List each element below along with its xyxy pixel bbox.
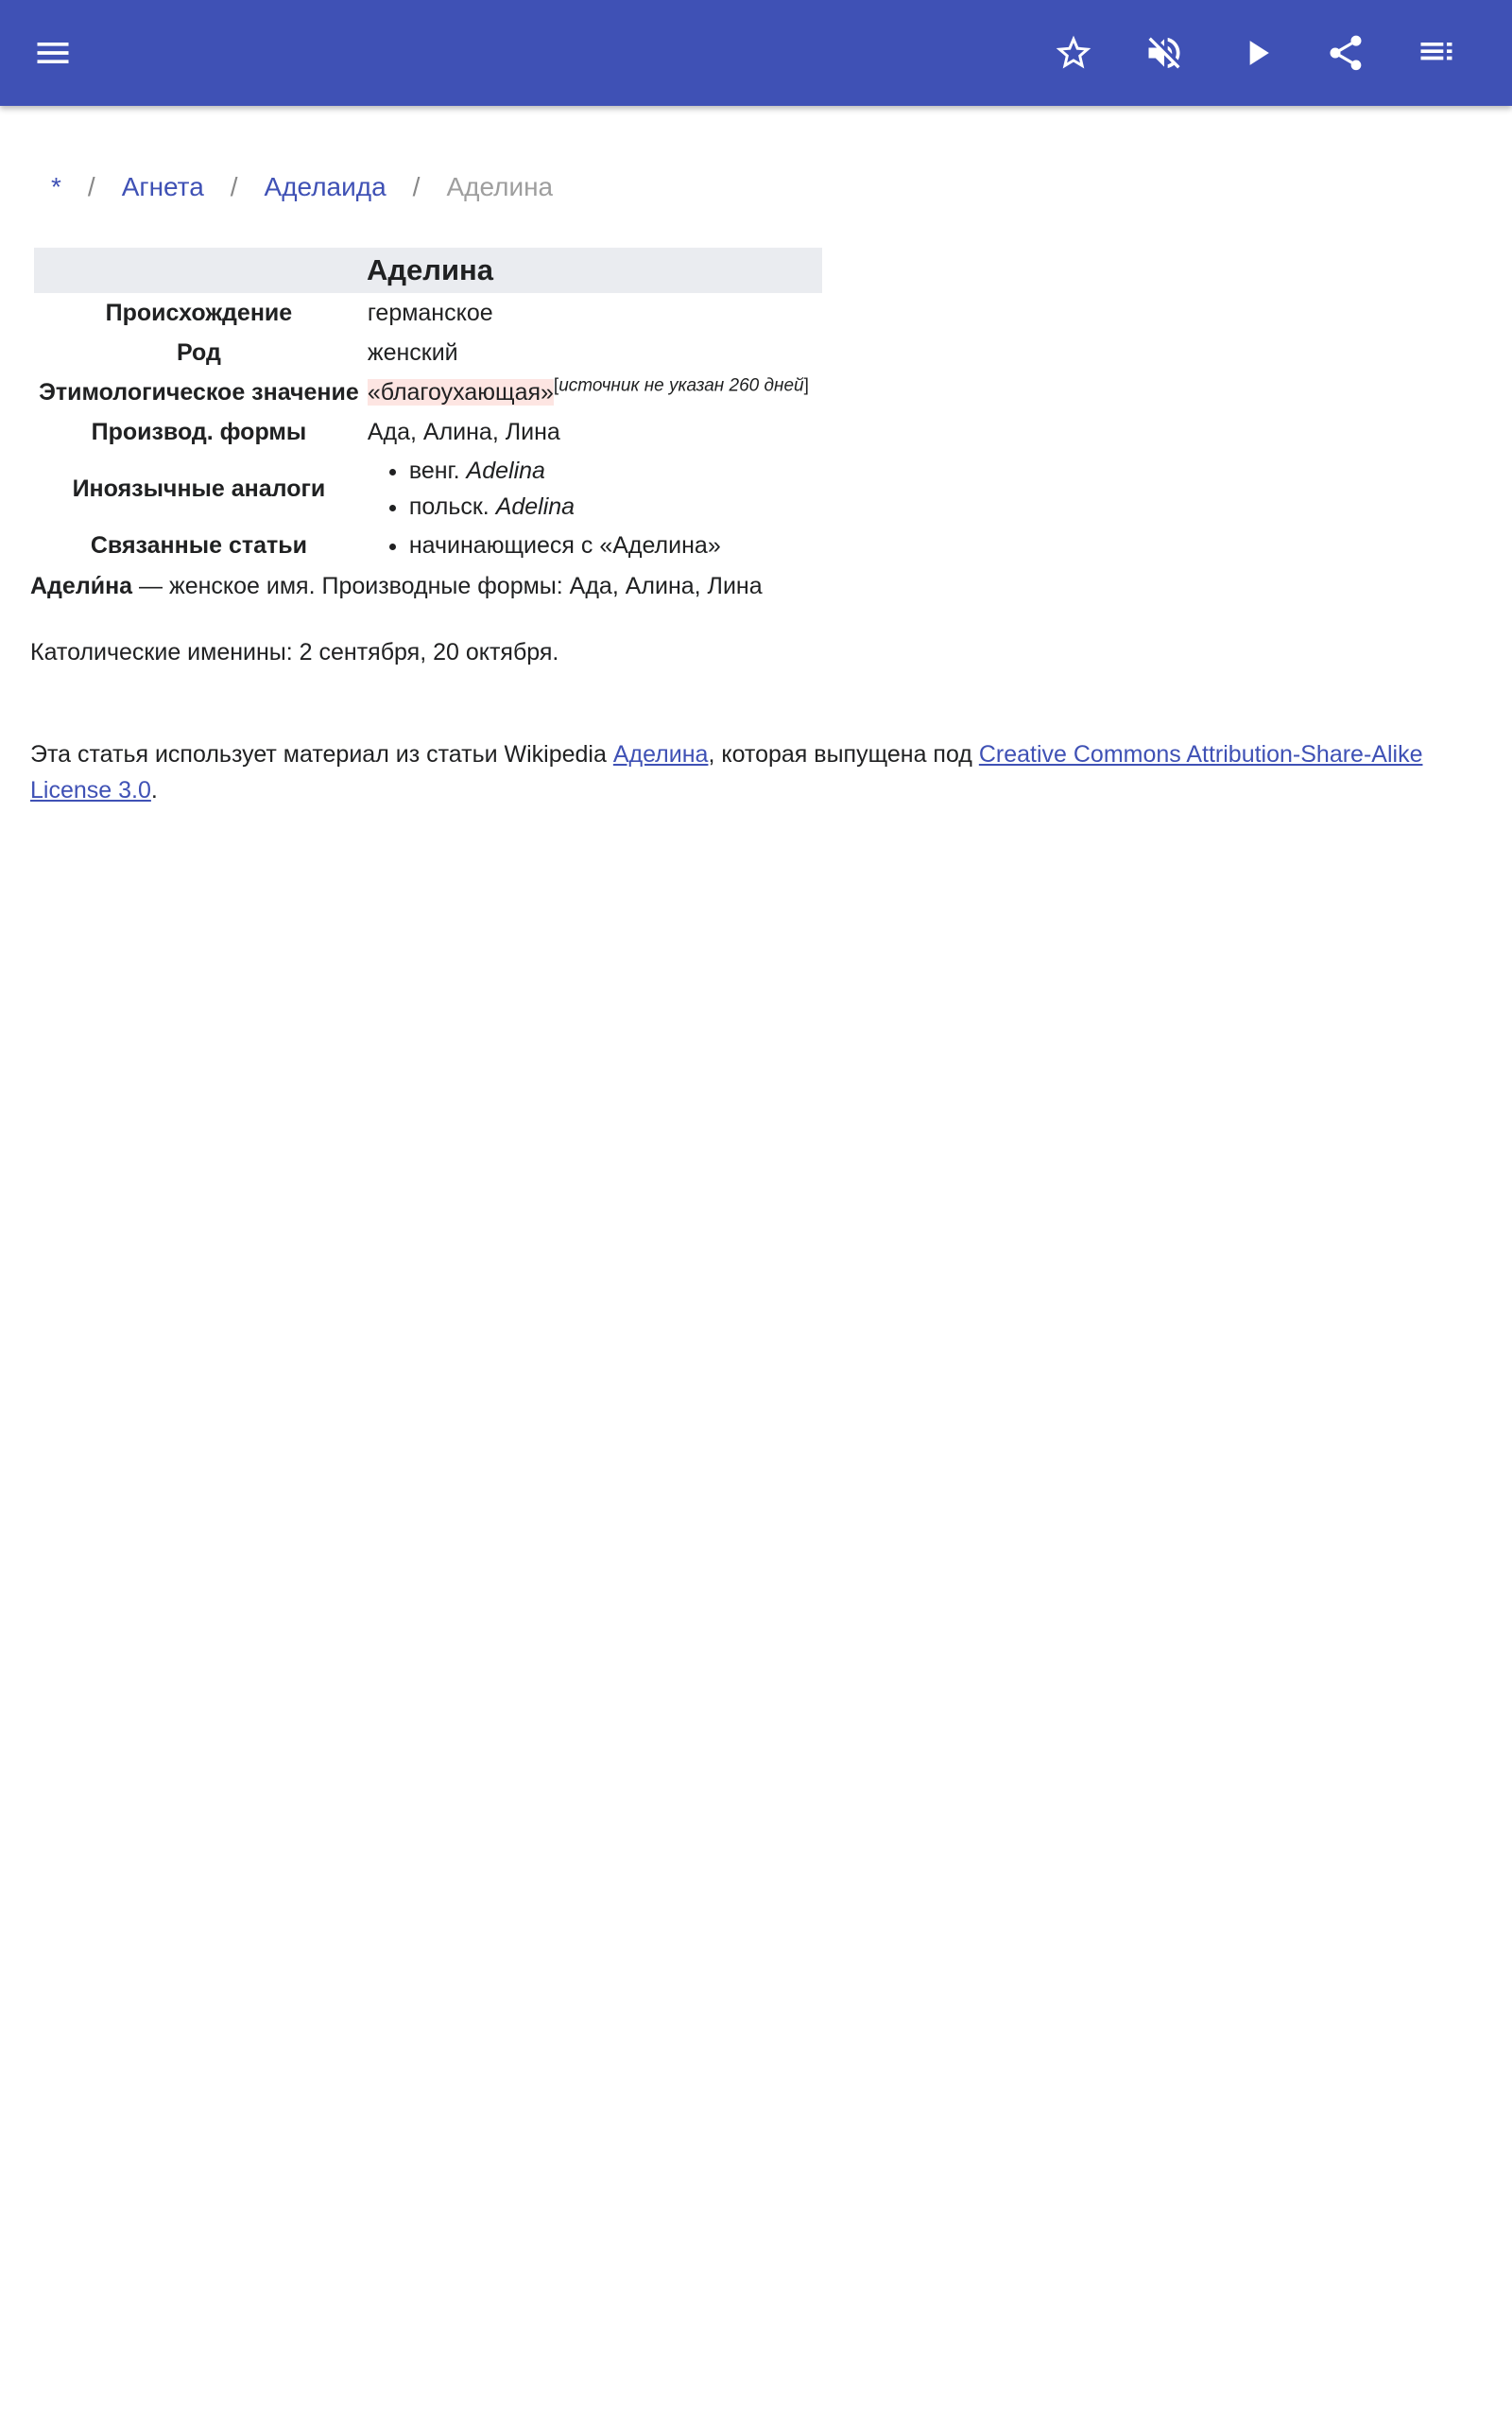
list-item (409, 453, 822, 489)
infobox-label: Происхождение (105, 299, 293, 326)
namedays-paragraph: Католические именины: 2 сентября, 20 октября. (30, 639, 559, 666)
share-icon[interactable] (1315, 23, 1376, 83)
etymology-value: «благоухающая» (367, 378, 554, 406)
lead-text: — женское имя. Производные формы: Ада, Алина, Лина (132, 573, 763, 599)
infobox-value: женский (367, 338, 458, 366)
infobox-row-related (34, 526, 822, 565)
app-bar (0, 0, 1512, 106)
license-paragraph (30, 736, 1467, 808)
citation-needed-note[interactable]: [источник не указан 260 дней] (553, 375, 809, 396)
breadcrumb (51, 168, 553, 206)
star-outline-icon[interactable] (1043, 23, 1104, 83)
infobox-title: Аделина (34, 248, 822, 293)
analog-name: Adelina (466, 458, 545, 484)
source-article-link[interactable]: Аделина (612, 741, 709, 768)
hamburger-menu-icon[interactable] (23, 23, 83, 83)
breadcrumb-item-agneta[interactable]: Агнета (121, 172, 204, 201)
analog-language: польск. (408, 493, 490, 520)
license-middle: , которая выпущена под (708, 741, 979, 768)
breadcrumb-item-root[interactable]: * (51, 172, 61, 201)
infobox-label: Производ. формы (91, 418, 307, 445)
license-prefix: Эта статья использует материал из статьи Wikipedia (30, 741, 613, 768)
infobox-row-gender (34, 333, 822, 372)
infobox (34, 248, 822, 565)
infobox-row-etymology (34, 372, 822, 412)
infobox-value (364, 372, 822, 412)
infobox-value: Ада, Алина, Лина (367, 418, 560, 445)
playlist-icon[interactable] (1406, 23, 1467, 83)
analog-language: венг. (408, 458, 460, 484)
license-link[interactable]: Creative Commons Attribution-Share-Alike License 3.0 (30, 741, 1423, 804)
infobox-value: германское (367, 299, 493, 326)
infobox-row-origin (34, 293, 822, 333)
analogs-list (368, 453, 822, 525)
infobox-label: Связанные статьи (90, 531, 307, 559)
play-icon[interactable] (1227, 23, 1287, 83)
breadcrumb-separator: / (87, 172, 95, 201)
breadcrumb-separator: / (412, 172, 421, 201)
infobox-value (364, 452, 822, 526)
infobox-value (364, 526, 822, 565)
volume-off-icon[interactable] (1134, 23, 1194, 83)
infobox-label: Этимологическое значение (39, 378, 359, 406)
license-suffix: . (150, 777, 158, 804)
citation-needed-text[interactable]: источник не указан 260 дней (558, 375, 804, 396)
infobox-row-foreign-analogs (34, 452, 822, 526)
breadcrumb-separator: / (230, 172, 238, 201)
related-list (368, 527, 822, 563)
list-item (409, 489, 822, 525)
lead-paragraph (30, 568, 763, 604)
infobox-label: Род (176, 338, 221, 366)
infobox-row-derived-forms (34, 412, 822, 452)
breadcrumb-item-adelaida[interactable]: Аделаида (264, 172, 387, 201)
analog-name: Adelina (495, 493, 576, 520)
breadcrumb-current: Аделина (446, 172, 554, 201)
lead-term: Адели́на (30, 573, 133, 599)
list-item[interactable]: • начинающиеся с «Аделина» (409, 527, 822, 563)
infobox-label: Иноязычные аналоги (72, 475, 326, 502)
